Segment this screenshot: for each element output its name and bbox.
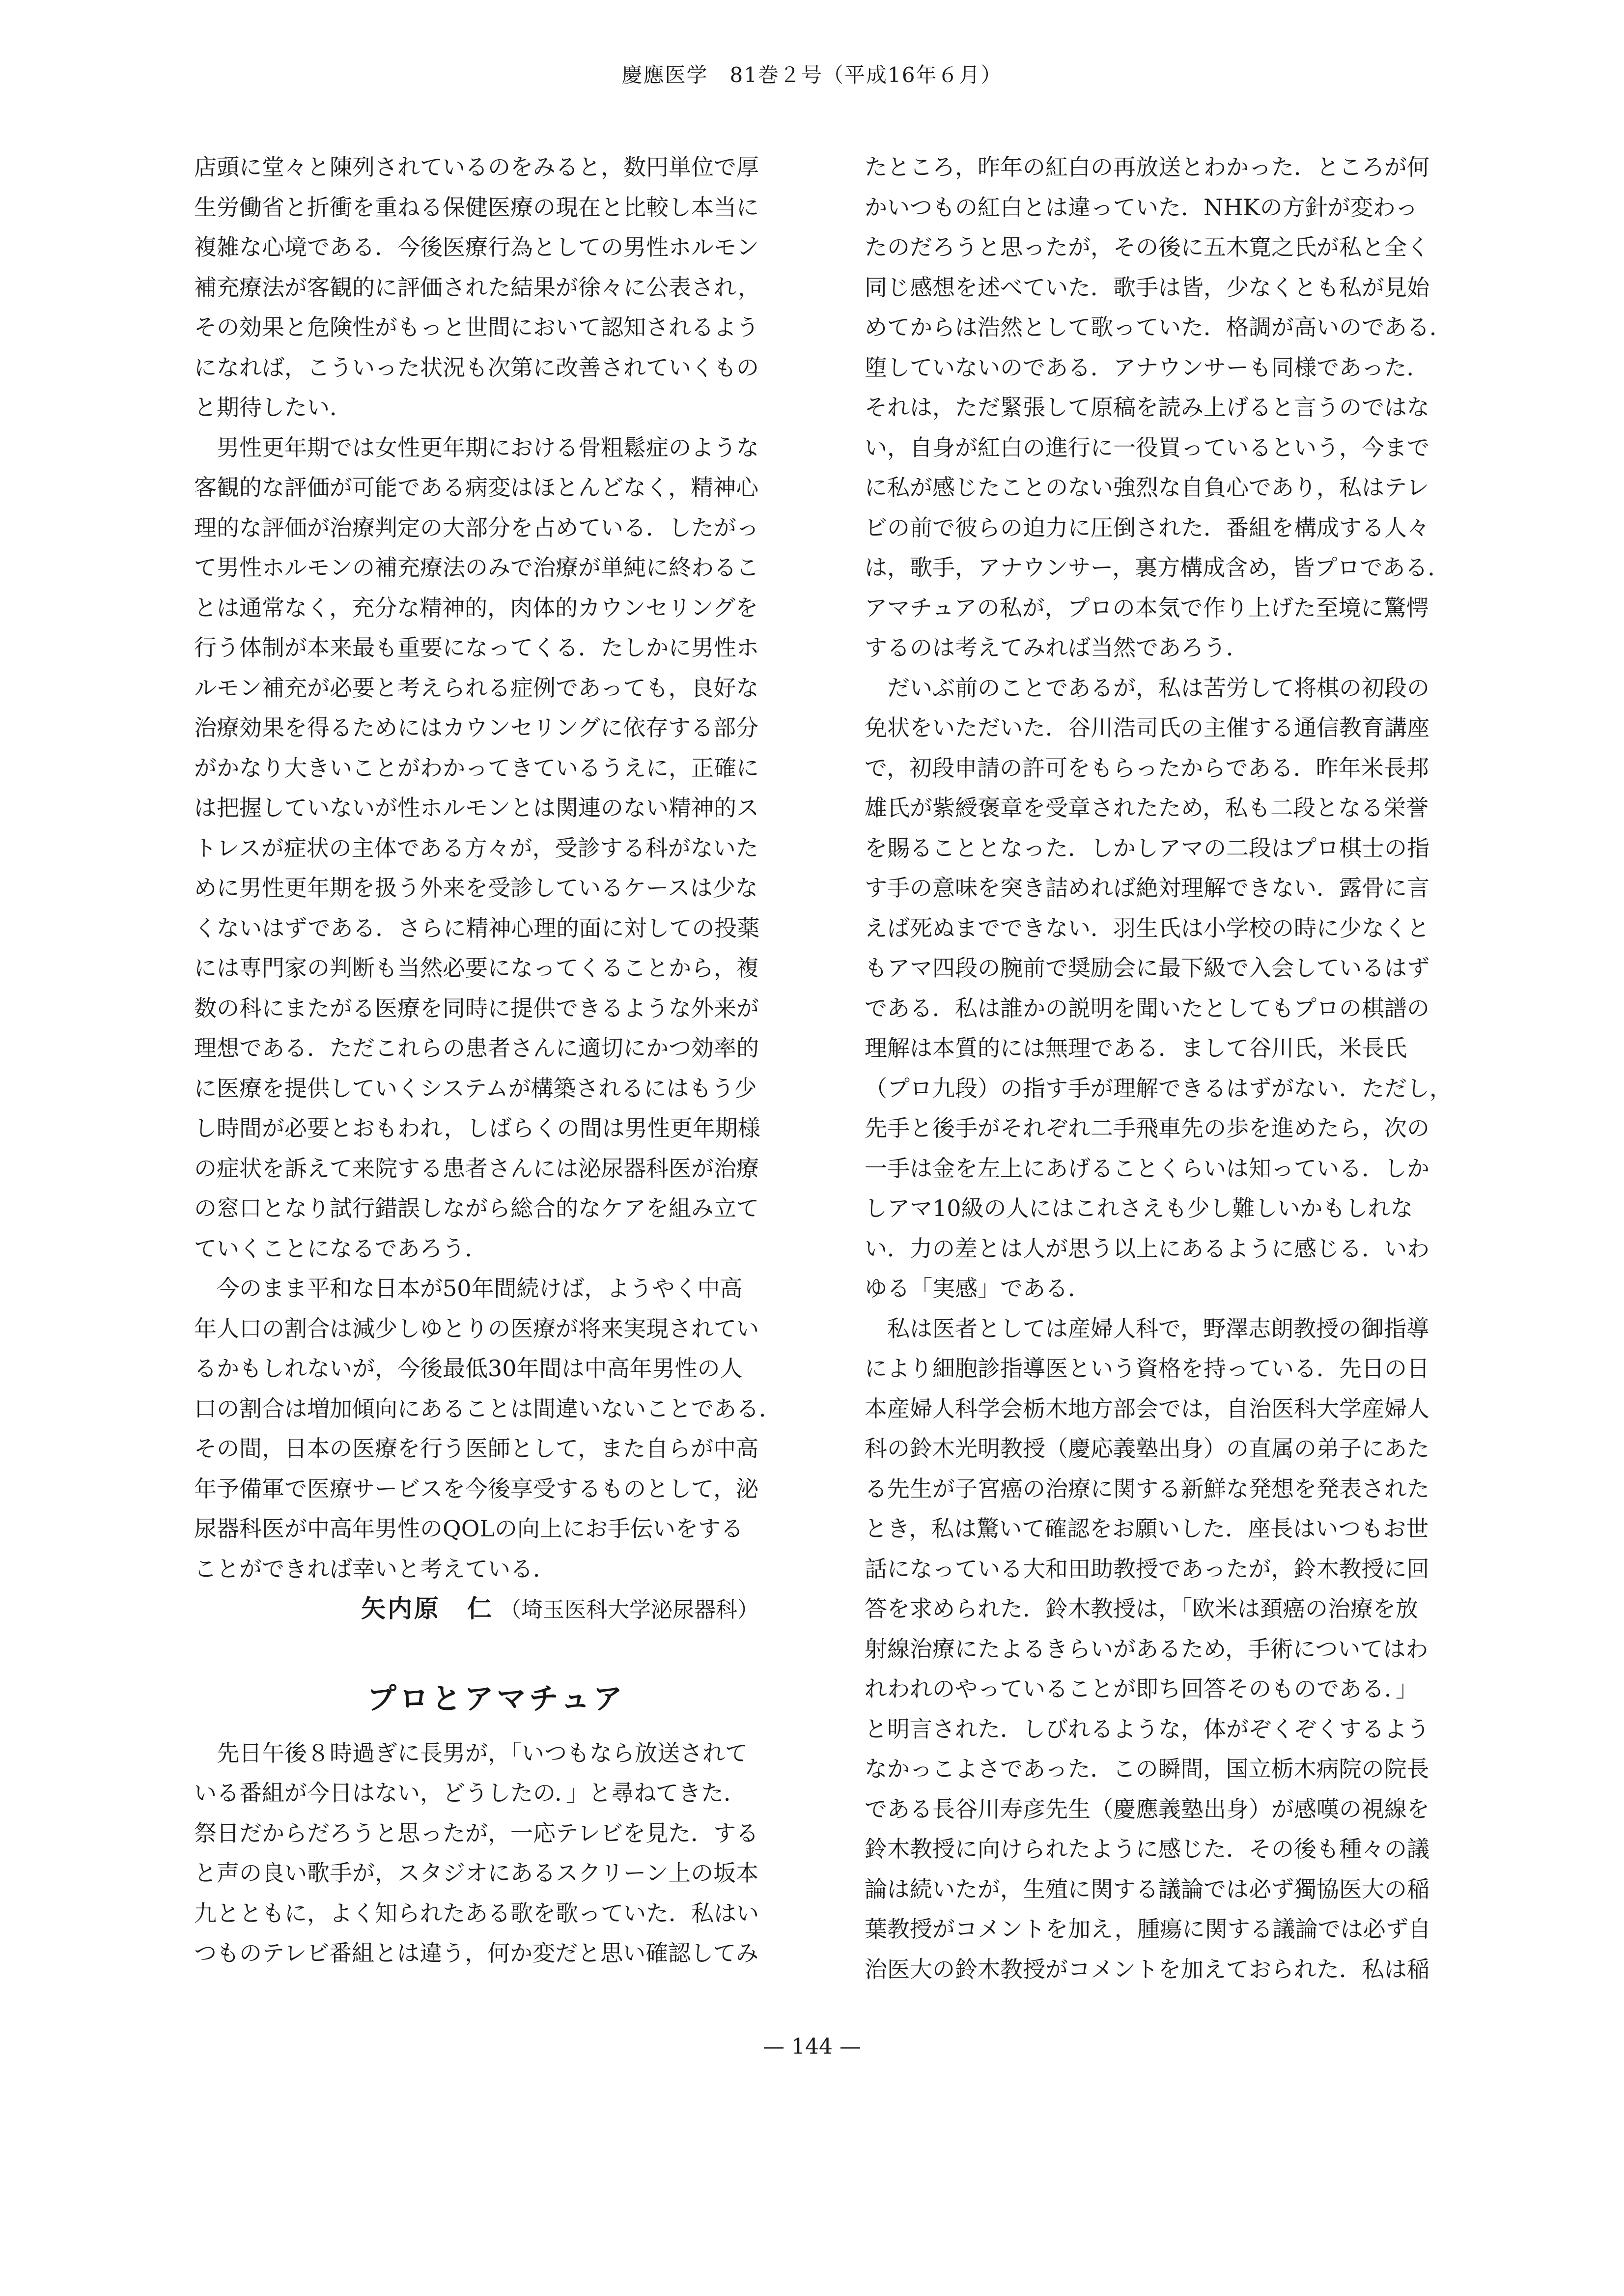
text-line: がかなり大きいことがわかってきているうえに，正確に: [194, 754, 759, 781]
text-line: とき，私は驚いて確認をお願いした．座長はいつもお世: [865, 1515, 1429, 1542]
text-line: に医療を提供していくシステムが構築されるにはもう少: [194, 1075, 757, 1102]
text-line: て男性ホルモンの補充療法のみで治療が単純に終わるこ: [194, 554, 759, 581]
text-line: れわれのやっていることが即ち回答そのものである．」: [865, 1675, 1418, 1702]
text-line: 答を求められた．鈴木教授は，「欧米は頚癌の治療を放: [865, 1595, 1418, 1622]
text-line: とは通常なく，充分な精神的，肉体的カウンセリングを: [194, 594, 758, 621]
text-line: 客観的な評価が可能である病変はほとんどなく，精神心: [194, 474, 759, 501]
left-column: [194, 147, 798, 1974]
text-line: その効果と危険性がもっと世間において認知されるよう: [194, 314, 759, 340]
text-line: 理的な評価が治療判定の大部分を占めている．したがっ: [194, 514, 759, 541]
text-line: ルモン補充が必要と考えられる症例であっても，良好な: [194, 674, 759, 701]
text-line: 射線治療にたよるきらいがあるため，手術についてはわ: [865, 1635, 1428, 1662]
text-line: もアマ四段の腕前で奨励会に最下級で入会しているはず: [865, 955, 1429, 981]
text-line: その間，日本の医療を行う医師として，また自らが中高: [194, 1435, 759, 1462]
section-gap: [194, 1629, 798, 1665]
text-line: ていくことになるであろう．: [194, 1235, 488, 1262]
text-line: 行う体制が本来最も重要になってくる．たしかに男性ホ: [194, 634, 759, 661]
text-line: （プロ九段）の指す手が理解できるはずがない．ただし，: [865, 1075, 1452, 1102]
text-line: ことができれば幸いと考えている．: [194, 1555, 556, 1582]
text-line: す手の意味を突き詰めれば絶対理解できない．露骨に言: [865, 875, 1429, 901]
text-line: と明言された．しびれるような，体がぞくぞくするよう: [865, 1715, 1429, 1742]
text-line: の症状を訴えて来院する患者さんには泌尿器科医が治療: [194, 1155, 759, 1182]
text-line: めてからは浩然として歌っていた．格調が高いのである．: [865, 314, 1452, 340]
text-line: 祭日だからだろうと思ったが，一応テレビを見た．する: [194, 1819, 759, 1846]
left-body-text: [194, 147, 798, 1589]
text-line: 口の割合は増加傾向にあることは間違いないことである．: [194, 1395, 782, 1422]
text-line: 生労働省と折衝を重ねる保健医療の現在と比較し本当に: [194, 194, 759, 221]
text-line: には専門家の判断も当然必要になってくることから，複: [194, 955, 759, 981]
text-line: それは，ただ緊張して原稿を読み上げると言うのではな: [865, 394, 1429, 421]
text-line: と声の良い歌手が，スタジオにあるスクリーン上の坂本: [194, 1860, 759, 1886]
text-line: 治療効果を得るためにはカウンセリングに依存する部分: [194, 714, 759, 741]
text-line: 一手は金を左上にあげることくらいは知っている．しか: [865, 1155, 1429, 1182]
text-line: トレスが症状の主体である方々が，受診する科がないた: [194, 834, 758, 861]
text-line: 本産婦人科学会栃木地方部会では，自治医科大学産婦人: [865, 1395, 1429, 1422]
text-line: 理想である．ただこれらの患者さんに適切にかつ効率的: [194, 1035, 759, 1061]
text-line: いる番組が今日はない，どうしたの．」と尋ねてきた．: [194, 1780, 747, 1806]
text-line: に私が感じたことのない強烈な自負心であり，私はテレ: [865, 474, 1429, 501]
text-line: めに男性更年期を扱う外来を受診しているケースは少な: [194, 875, 758, 901]
text-line: 治医大の鈴木教授がコメントを加えておられた．私は稲: [865, 1956, 1429, 1983]
text-line: 尿器科医が中高年男性のQOLの向上にお手伝いをする: [194, 1515, 743, 1542]
text-line: 理解は本質的には無理である．まして谷川氏，米長氏: [865, 1035, 1407, 1061]
text-line: しアマ10級の人にはこれさえも少し難しいかもしれな: [865, 1195, 1413, 1221]
text-line: つものテレビ番組とは違う，何か変だと思い確認してみ: [194, 1940, 759, 1966]
text-line: 九とともに，よく知られたある歌を歌っていた．私はい: [194, 1899, 759, 1927]
text-line: は，歌手，アナウンサー，裏方構成含め，皆プロである．: [865, 554, 1451, 581]
text-line: の窓口となり試行錯誤しながら総合的なケアを組み立て: [194, 1195, 759, 1221]
text-line: い．力の差とは人が思う以上にあるように感じる．いわ: [865, 1235, 1429, 1262]
text-line: 先日午後８時過ぎに長男が，「いつもなら放送されて: [194, 1739, 748, 1766]
text-line: である長谷川寿彦先生（慶應義塾出身）が感嘆の視線を: [865, 1795, 1429, 1822]
text-line: するのは考えてみれば当然であろう．: [865, 634, 1249, 661]
author-name: 矢内原 仁: [361, 1594, 494, 1623]
text-line: たところ，昨年の紅白の再放送とわかった．ところが何: [865, 154, 1429, 180]
text-line: で，初段申請の許可をもらったからである．昨年米長邦: [865, 754, 1429, 781]
text-line: により細胞診指導医という資格を持っている．先日の日: [865, 1355, 1429, 1382]
left-body-text-continued: [194, 1733, 798, 1974]
text-line: 店頭に堂々と陳列されているのをみると，数円単位で厚: [194, 154, 759, 180]
text-line: 鈴木教授に向けられたように感じた．その後も種々の議: [865, 1836, 1429, 1862]
running-header: 慶應医学 81巻２号（平成16年６月）: [621, 63, 1003, 87]
text-line: を賜ることとなった．しかしアマの二段はプロ棋士の指: [865, 834, 1429, 861]
text-line: かいつもの紅白とは違っていた．NHKの方針が変わっ: [865, 194, 1418, 221]
right-column: [865, 147, 1479, 1989]
text-line: えば死ぬまでできない．羽生氏は小学校の時に少なくと: [865, 914, 1429, 941]
text-line: 堕していないのである．アナウンサーも同様であった．: [865, 354, 1429, 381]
section-title: プロとアマチュア: [366, 1681, 626, 1716]
text-line: ゆる「実感」である．: [865, 1275, 1091, 1302]
text-line: と期待したい．: [194, 394, 352, 421]
right-body-text: [865, 147, 1479, 1989]
author-affiliation: （埼玉医科大学泌尿器科）: [500, 1597, 759, 1622]
text-line: になれば，こういった状況も次第に改善されていくもの: [194, 354, 759, 381]
text-line: い，自身が紅白の進行に一役買っているという，今まで: [865, 434, 1429, 461]
text-line: 論は続いたが，生殖に関する議論では必ず獨協医大の稲: [865, 1875, 1429, 1902]
text-line: は把握していないが性ホルモンとは関連のない精神的ス: [194, 794, 759, 821]
text-line: ビの前で彼らの迫力に圧倒された．番組を構成する人々: [865, 514, 1429, 541]
text-line: 数の科にまたがる医療を同時に提供できるような外来が: [194, 994, 759, 1021]
text-line: だいぶ前のことであるが，私は苦労して将棋の初段の: [865, 674, 1429, 701]
text-line: る先生が子宮癌の治療に関する新鮮な発想を発表された: [865, 1475, 1429, 1502]
author-signature: [194, 1589, 798, 1629]
text-line: 雄氏が紫綬褒章を受章されたため，私も二段となる栄誉: [865, 794, 1429, 821]
text-line: 年予備軍で医療サービスを今後享受するものとして，泌: [194, 1475, 759, 1502]
text-line: である．私は誰かの説明を聞いたとしてもプロの棋譜の: [865, 994, 1429, 1021]
text-line: るかもしれないが，今後最低30年間は中高年男性の人: [194, 1355, 743, 1382]
text-line: 同じ感想を述べていた．歌手は皆，少なくとも私が見始: [865, 274, 1429, 301]
text-line: 今のまま平和な日本が50年間続けば，ようやく中高: [194, 1275, 743, 1302]
text-line: たのだろうと思ったが，その後に五木寛之氏が私と全く: [865, 234, 1429, 260]
text-line: 科の鈴木光明教授（慶応義塾出身）の直属の弟子にあた: [865, 1435, 1429, 1462]
text-line: くないはずである．さらに精神心理的面に対しての投薬: [194, 914, 760, 941]
text-line: 話になっている大和田助教授であったが，鈴木教授に回: [865, 1555, 1429, 1582]
text-line: 先手と後手がそれぞれ二手飛車先の歩を進めたら，次の: [865, 1115, 1429, 1141]
text-line: アマチュアの私が，プロの本気で作り上げた至境に驚愕: [865, 594, 1429, 621]
text-line: 男性更年期では女性更年期における骨粗鬆症のような: [194, 434, 759, 461]
text-line: 年人口の割合は減少しゆとりの医療が将来実現されてい: [194, 1315, 759, 1342]
text-line: なかっこよさであった．この瞬間，国立栃木病院の院長: [865, 1756, 1429, 1782]
text-line: し時間が必要とおもわれ，しばらくの間は男性更年期様: [194, 1115, 760, 1141]
text-line: 補充療法が客観的に評価された結果が徐々に公表され，: [194, 274, 760, 301]
text-line: 免状をいただいた．谷川浩司氏の主催する通信教育講座: [865, 714, 1429, 741]
text-line: 複雑な心境である．今後医療行為としての男性ホルモン: [194, 234, 759, 260]
page-number: — 144 —: [763, 2034, 861, 2059]
text-line: 葉教授がコメントを加え，腫瘍に関する議論では必ず自: [865, 1916, 1431, 1942]
text-line: 私は医者としては産婦人科で，野澤志朗教授の御指導: [865, 1315, 1429, 1342]
